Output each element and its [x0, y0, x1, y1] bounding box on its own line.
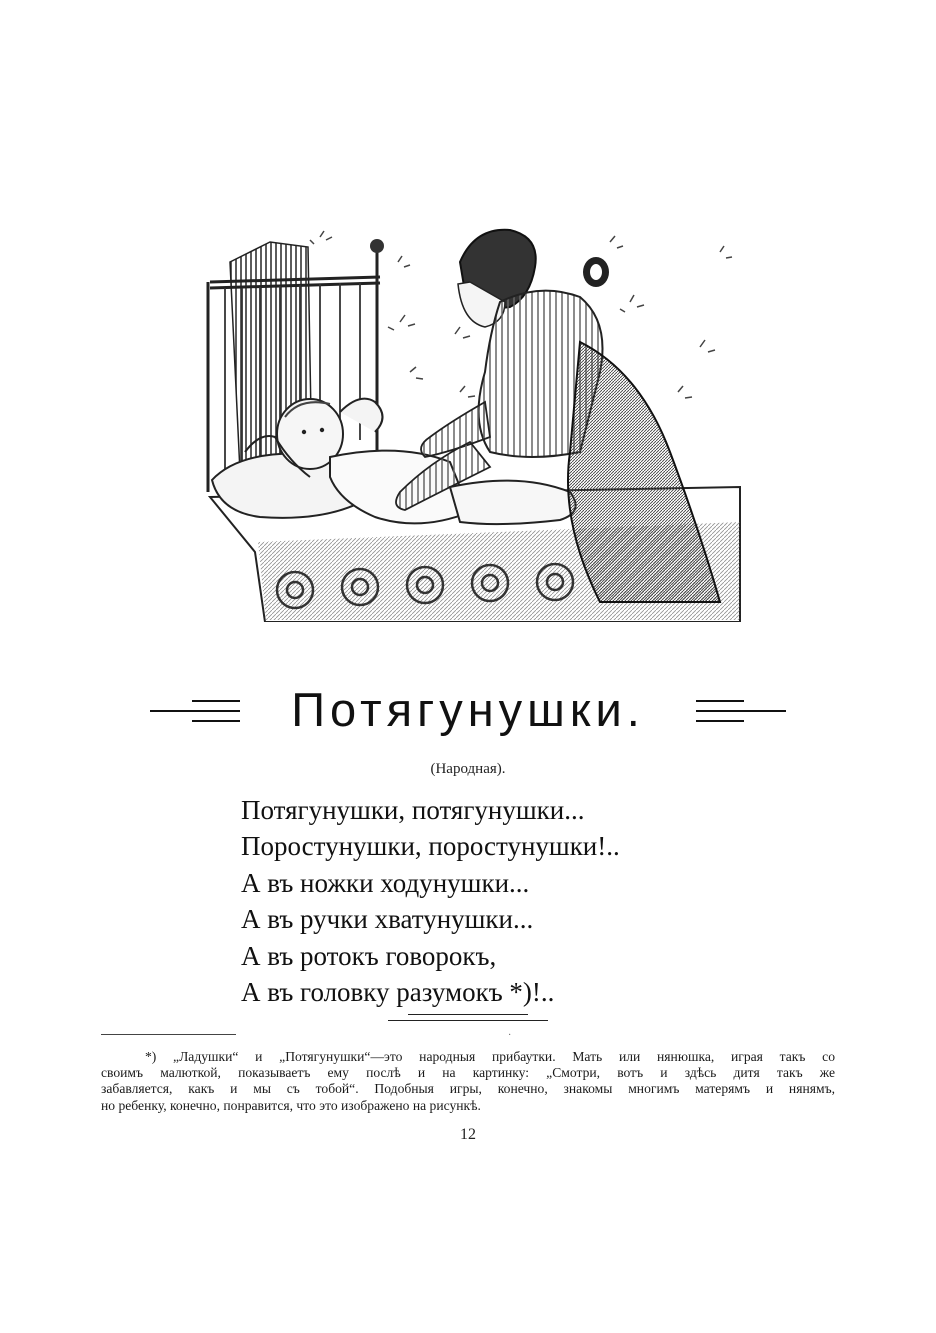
engraving-image: [200, 222, 745, 622]
poem-line: А въ ручки хватунушки...: [241, 904, 534, 935]
title-row: [140, 678, 796, 742]
poem-line: Потягунушки, потягунушки...: [241, 795, 585, 825]
poem-end-rule: [388, 1014, 548, 1026]
poem-line: А въ ротокъ говорокъ,: [241, 940, 497, 971]
poem-line: Поростунушки, поростунушки!..: [241, 831, 620, 862]
footnote-divider: [101, 1034, 236, 1035]
poem: [241, 792, 761, 1010]
illustration-mother-and-baby: [200, 222, 745, 622]
print-mark: ·: [508, 1030, 512, 1041]
footnote-line: но ребенку, конечно, понравится, что это изображено на рисункѣ.: [101, 1097, 481, 1113]
subtitle: (Народная).: [430, 761, 506, 777]
poem-line: А въ ножки ходунушки...: [241, 867, 530, 898]
footnote-line: своимъ малюткой, показываетъ ему послѣ и на картинку: „Смотри, вотъ и здѣсь дитя такъ же: [101, 1065, 835, 1081]
poem-line: А въ головку разумокъ *)!..: [241, 977, 555, 1008]
footnote: [101, 1049, 835, 1114]
title-ornament-right: [696, 700, 786, 722]
footnote-line: *) „Ладушки“ и „Потягунушки“—это народныя прибаутки. Мать или нянюшка, играя такъ со: [145, 1049, 835, 1064]
footnote-line: забавляется, какъ и мы съ тобой“. Подобныя игры, конечно, знакомы многимъ матерямъ и нянямъ,: [101, 1081, 835, 1097]
page-number: 12: [460, 1126, 476, 1143]
page-title: Потягунушки.: [291, 683, 645, 736]
